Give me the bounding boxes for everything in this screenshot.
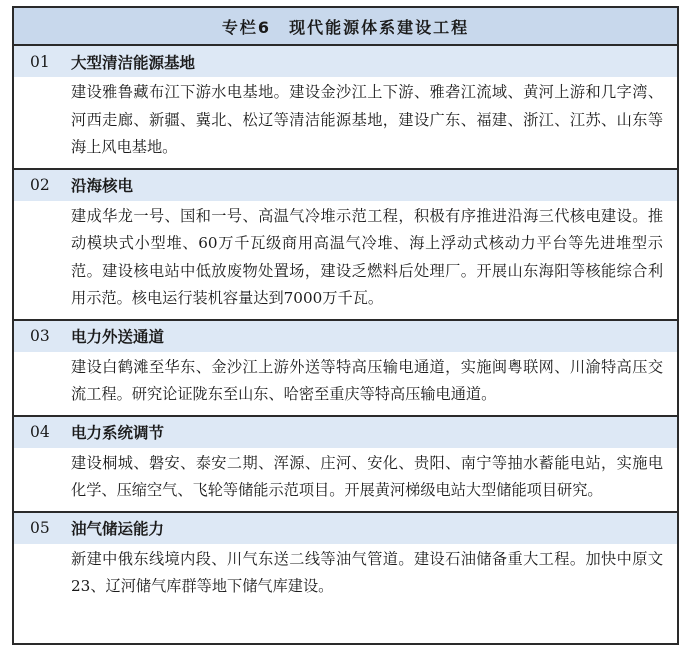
box-label: 专栏6 [221,17,272,37]
section-number: 05 [30,519,50,537]
section-heading [14,513,677,544]
section-04 [14,417,677,513]
section-title: 电力外送通道 [71,328,165,346]
box-title: 现代能源体系建设工程 [289,17,470,37]
section-03 [14,321,677,417]
section-01 [14,46,677,170]
section-number: 02 [30,176,50,194]
section-heading [14,46,677,77]
section-number: 03 [30,327,50,345]
section-number: 01 [30,52,50,71]
section-number: 04 [30,423,50,441]
section-02 [14,170,677,321]
section-title: 大型清洁能源基地 [71,53,196,72]
section-text: 建设白鹤滩至华东、金沙江上游外送等特高压输电通道，实施闽粤联网、川渝特高压交流工程。研究论证陇东至山东、哈密至重庆等特高压输电通道。 [71,357,663,403]
section-text: 建成华龙一号、国和一号、高温气冷堆示范工程，积极有序推进沿海三代核电建设。推动模块式小型堆、60万千瓦级商用高温气冷堆、海上浮动式核动力平台等先进堆型示范。建设核电站中低放废物处置场，建设乏燃料后处理厂。开展山东海阳等核能综合利用示范。核电运行装机容量达到7000万千瓦。 [71,206,663,307]
section-heading [14,321,677,352]
section-title: 油气储运能力 [71,520,165,538]
section-text: 新建中俄东线境内段、川气东送二线等油气管道。建设石油储备重大工程。加快中原文23、辽河储气库群等地下储气库建设。 [71,549,663,595]
section-text: 建设雅鲁藏布江下游水电基地。建设金沙江上下游、雅砻江流域、黄河上游和几字湾、河西走廊、新疆、冀北、松辽等清洁能源基地，建设广东、福建、浙江、江苏、山东等海上风电基地。 [71,83,663,156]
section-heading [14,170,677,201]
feature-box [12,6,679,645]
section-heading [14,417,677,448]
section-text: 建设桐城、磐安、泰安二期、浑源、庄河、安化、贵阳、南宁等抽水蓄能电站，实施电化学、压缩空气、飞轮等储能示范项目。开展黄河梯级电站大型储能项目研究。 [71,453,663,499]
section-title: 沿海核电 [71,177,134,195]
box-header [14,8,677,46]
section-title: 电力系统调节 [71,424,165,442]
section-05 [14,513,677,607]
